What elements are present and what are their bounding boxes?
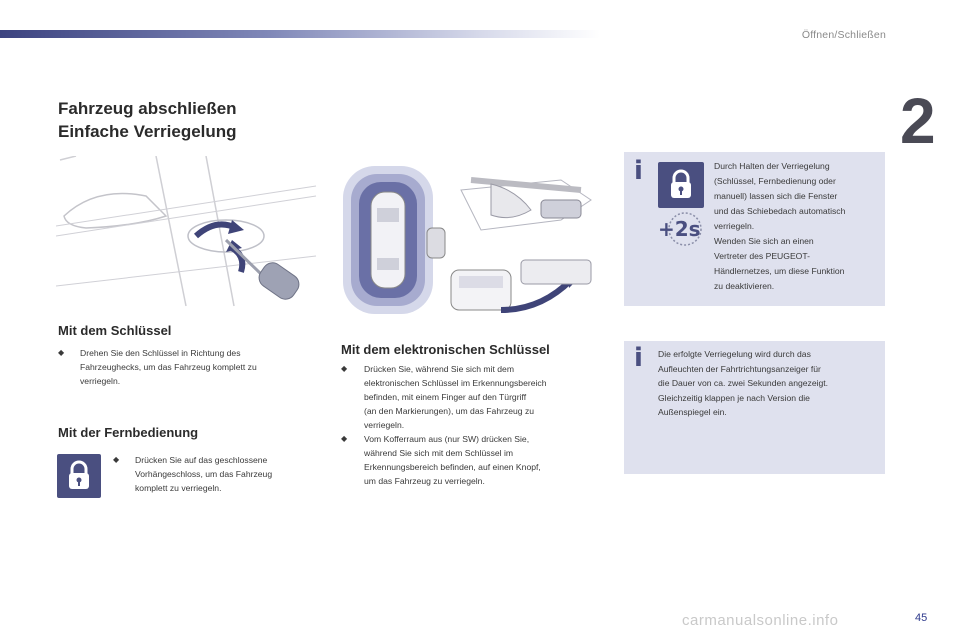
info-1-l4: und das Schiebedach automatisch (714, 206, 846, 216)
electronic-b1-l2: elektronischen Schlüssel im Erkennungsbereich (364, 378, 547, 388)
electronic-b2-l2: während Sie sich mit dem Schlüssel im (364, 448, 514, 458)
electronic-b2-l1: Vom Kofferraum aus (nur SW) drücken Sie, (364, 434, 530, 444)
chapter-number: 2 (900, 85, 936, 157)
detection-zone-illustration (341, 160, 603, 320)
electronic-b1-l4: (an den Markierungen), um das Fahrzeug zu (364, 406, 535, 416)
info-2-l1: Die erfolgte Verriegelung wird durch das (658, 349, 811, 359)
bullet-marker-icon: ◆ (341, 364, 348, 373)
padlock-icon (658, 162, 704, 208)
remote-text-l2: Vorhängeschloss, um das Fahrzeug (135, 469, 273, 479)
info-2-l5: Außenspiegel ein. (658, 407, 727, 417)
info-2-l3: die Dauer von ca. zwei Sekunden angezeigt. (658, 378, 829, 388)
page-title (58, 97, 237, 143)
padlock-icon (57, 454, 101, 498)
bullet-marker-icon: ◆ (113, 455, 120, 464)
remote-text-l3: komplett zu verriegeln. (135, 483, 222, 493)
info-1-l9: zu deaktivieren. (714, 281, 775, 291)
electronic-b1-l5: verriegeln. (364, 420, 405, 430)
header-gradient-bar (0, 30, 600, 38)
info-box-2-text (658, 347, 882, 420)
electronic-b2-l3: Erkennungsbereich befinden, auf einen Knopf, (364, 462, 541, 472)
key-text-l1: Drehen Sie den Schlüssel in Richtung des (80, 348, 241, 358)
info-1-l1: Durch Halten der Verriegelung (714, 161, 830, 171)
electronic-text (341, 362, 603, 488)
info-1-l7: Vertreter des PEUGEOT- (714, 251, 810, 261)
info-1-l5: verriegeln. (714, 221, 755, 231)
info-2-l4: Gleichzeitig klappen je nach Version die (658, 392, 810, 403)
page-number: 45 (915, 612, 928, 624)
info-box-lock-confirmation (624, 341, 885, 474)
key-heading: Mit dem Schlüssel (58, 323, 172, 338)
hold-duration-badge: +2s (658, 217, 701, 241)
info-2-l2: Aufleuchten der Fahrtrichtungsanzeiger für (658, 363, 821, 374)
door-key-illustration (56, 156, 320, 316)
info-1-l8: Händlernetzes, um diese Funktion (714, 266, 845, 276)
watermark: carmanualsonline.info (682, 612, 839, 629)
bullet-marker-icon: ◆ (341, 434, 348, 443)
section-label: Öffnen/Schließen (801, 29, 886, 41)
electronic-heading: Mit dem elektronischen Schlüssel (341, 342, 550, 357)
bullet-marker-icon: ◆ (58, 348, 65, 357)
title-line-1: Fahrzeug abschließen (58, 99, 237, 118)
info-1-l3: manuell) lassen sich die Fenster (714, 191, 838, 201)
info-1-l6: Wenden Sie sich an einen (714, 236, 814, 246)
key-text-l2: Fahrzeughecks, um das Fahrzeug komplett zu (80, 362, 257, 372)
info-icon: i (634, 156, 643, 186)
info-box-1-text (714, 159, 882, 294)
remote-text-l1: Drücken Sie auf das geschlossene (135, 455, 268, 465)
title-line-2: Einfache Verriegelung (58, 122, 237, 141)
info-1-l2: (Schlüssel, Fernbedienung oder (714, 176, 836, 186)
lock-button-tile (57, 454, 101, 498)
electronic-b2-l4: um das Fahrzeug zu verriegeln. (364, 476, 485, 486)
key-text (58, 346, 320, 388)
key-text-l3: verriegeln. (80, 376, 121, 386)
info-box-hold-lock (624, 152, 885, 306)
info-icon: i (634, 343, 643, 373)
remote-text (113, 453, 323, 495)
electronic-b1-l1: Drücken Sie, während Sie sich mit dem (364, 364, 514, 374)
remote-heading: Mit der Fernbedienung (58, 425, 199, 440)
lock-button-tile (658, 162, 704, 208)
electronic-b1-l3: befinden, mit einem Finger auf den Türgriff (364, 392, 527, 402)
